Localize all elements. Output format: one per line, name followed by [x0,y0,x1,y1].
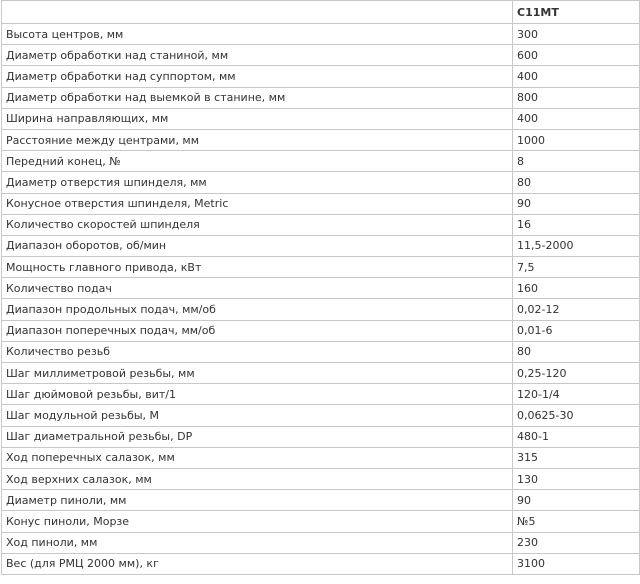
table-row [2,299,640,320]
value-cell: 400 [513,108,640,129]
param-cell: Ход поперечных салазок, мм [2,447,513,468]
table-row [2,426,640,447]
table-row [2,66,640,87]
value-cell: 3100 [513,553,640,574]
param-cell: Диаметр пиноли, мм [2,490,513,511]
table-row [2,532,640,553]
value-cell: 160 [513,278,640,299]
value-cell: 16 [513,214,640,235]
specifications-table [1,0,640,575]
table-row [2,490,640,511]
param-cell: Диаметр обработки над выемкой в станине, мм [2,87,513,108]
table-row [2,405,640,426]
table-row [2,87,640,108]
param-cell: Диапазон продольных подач, мм/об [2,299,513,320]
param-cell: Диапазон поперечных подач, мм/об [2,320,513,341]
param-cell: Вес (для РМЦ 2000 мм), кг [2,553,513,574]
table-row [2,214,640,235]
table-row [2,235,640,256]
param-cell: Шаг модульной резьбы, М [2,405,513,426]
value-cell: 480-1 [513,426,640,447]
table-row [2,24,640,45]
param-cell: Шаг дюймовой резьбы, вит/1 [2,384,513,405]
param-cell: Мощность главного привода, кВт [2,257,513,278]
table-row [2,278,640,299]
param-cell: Диаметр обработки над суппортом, мм [2,66,513,87]
param-cell: Ширина направляющих, мм [2,108,513,129]
table-body [2,24,640,575]
param-cell: Диапазон оборотов, об/мин [2,235,513,256]
value-cell: 7,5 [513,257,640,278]
value-cell: 0,01-6 [513,320,640,341]
table-row [2,511,640,532]
value-cell: 120-1/4 [513,384,640,405]
table-row [2,553,640,574]
value-cell: 315 [513,447,640,468]
param-cell: Конус пиноли, Морзе [2,511,513,532]
value-cell: 90 [513,490,640,511]
param-cell: Шаг диаметральной резьбы, DP [2,426,513,447]
param-cell: Ход пиноли, мм [2,532,513,553]
value-cell: 11,5-2000 [513,235,640,256]
value-cell: №5 [513,511,640,532]
table-row [2,129,640,150]
param-cell: Ход верхних салазок, мм [2,468,513,489]
param-cell: Расстояние между центрами, мм [2,129,513,150]
value-cell: 80 [513,172,640,193]
value-cell: 8 [513,151,640,172]
value-cell: 130 [513,468,640,489]
header-model-cell: C11MT [513,1,640,24]
table-row [2,363,640,384]
param-cell: Диаметр обработки над станиной, мм [2,45,513,66]
table-row [2,341,640,362]
table-row [2,447,640,468]
table-row [2,384,640,405]
table-row [2,257,640,278]
value-cell: 0,25-120 [513,363,640,384]
value-cell: 1000 [513,129,640,150]
value-cell: 90 [513,193,640,214]
table-row [2,468,640,489]
param-cell: Шаг миллиметровой резьбы, мм [2,363,513,384]
param-cell: Передний конец, № [2,151,513,172]
value-cell: 80 [513,341,640,362]
table-row [2,320,640,341]
value-cell: 0,0625-30 [513,405,640,426]
param-cell: Диаметр отверстия шпинделя, мм [2,172,513,193]
table-header [2,1,640,24]
value-cell: 800 [513,87,640,108]
value-cell: 600 [513,45,640,66]
header-row [2,1,640,24]
header-param-cell [2,1,513,24]
table-row [2,172,640,193]
value-cell: 400 [513,66,640,87]
table-row [2,108,640,129]
param-cell: Высота центров, мм [2,24,513,45]
table-row [2,45,640,66]
table-row [2,193,640,214]
param-cell: Конусное отверстия шпинделя, Metric [2,193,513,214]
table-row [2,151,640,172]
value-cell: 230 [513,532,640,553]
param-cell: Количество скоростей шпинделя [2,214,513,235]
param-cell: Количество резьб [2,341,513,362]
param-cell: Количество подач [2,278,513,299]
value-cell: 300 [513,24,640,45]
value-cell: 0,02-12 [513,299,640,320]
